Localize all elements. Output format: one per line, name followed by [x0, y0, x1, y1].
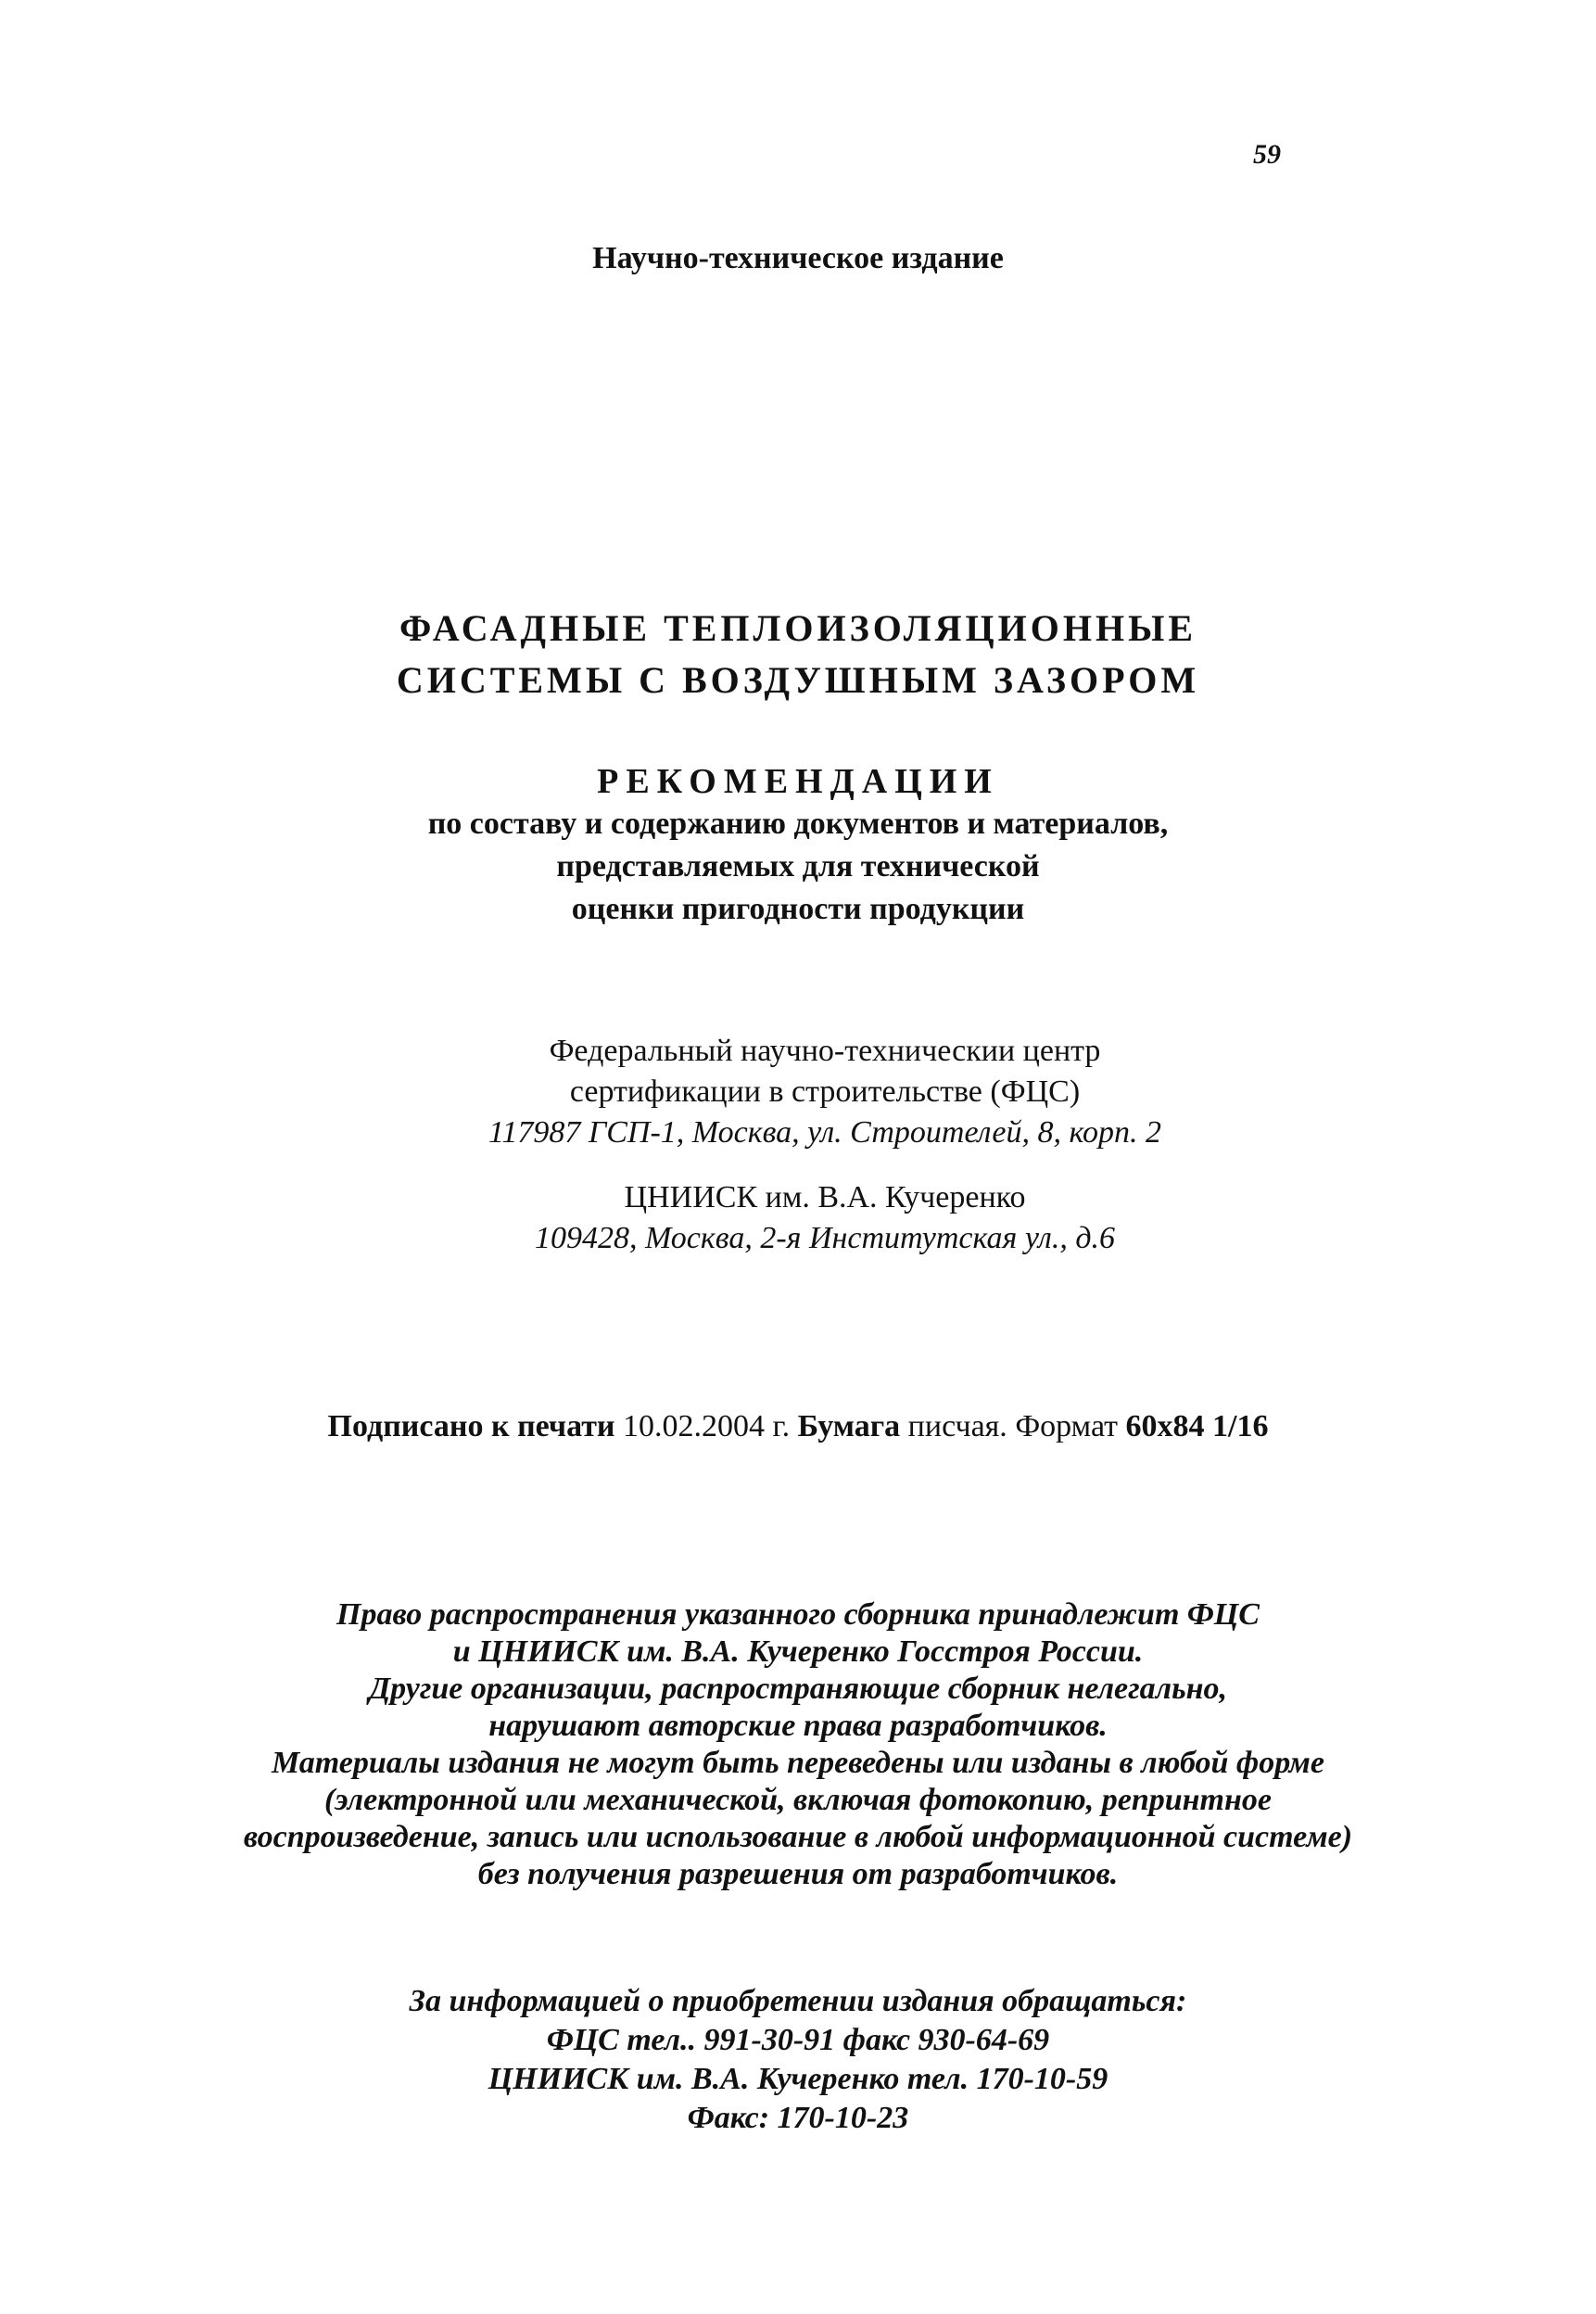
organization-tsniisk	[260, 1177, 1390, 1259]
contact-line: ФЦС тел.. 991-30-91 факс 930-64-69	[546, 2023, 1050, 2057]
org-address: 117987 ГСП-1, Москва, ул. Строителей, 8, корп. 2	[488, 1115, 1162, 1150]
signed-prefix: Подписано к печати	[327, 1409, 615, 1443]
copyright-line: Другие организации, распространяющие сборник нелегально,	[368, 1672, 1228, 1706]
copyright-line: Право распространения указанного сборника принадлежит ФЦС	[336, 1597, 1260, 1632]
title-line: ФАСАДНЫЕ ТЕПЛОИЗОЛЯЦИОННЫЕ	[399, 607, 1197, 649]
contact-line: За информацией о приобретении издания обращаться:	[409, 1984, 1187, 2018]
paper-label: Бумага	[797, 1409, 901, 1443]
print-info	[0, 1409, 1596, 1444]
edition-type: Научно-техническое издание	[592, 241, 1004, 275]
paper-value: писчая.	[907, 1409, 1007, 1443]
page-number: 59	[1253, 139, 1281, 170]
title-line: СИСТЕМЫ С ВОЗДУШНЫМ ЗАЗОРОМ	[396, 659, 1200, 701]
copyright-line: воспроизведение, запись или использование в любой информационной системе)	[243, 1820, 1353, 1854]
copyright-line: без получения разрешения от разработчиков.	[477, 1857, 1119, 1891]
copyright-line: и ЦНИИСК им. В.А. Кучеренко Госстроя России.	[452, 1634, 1144, 1669]
document-title	[0, 603, 1596, 706]
contact-line: Факс: 170-10-23	[687, 2101, 909, 2135]
format-value: 60х84 1/16	[1125, 1409, 1269, 1443]
org-name: ЦНИИСК им. В.А. Кучеренко	[624, 1180, 1026, 1214]
copyright-line: Материалы издания не могут быть переведены или изданы в любой форме	[272, 1746, 1324, 1780]
recommendations-line: оценки пригодности продукции	[571, 892, 1025, 926]
org-name: сертификации в строительстве (ФЦС)	[569, 1074, 1081, 1109]
org-name: Федеральный научно-техническии центр	[549, 1034, 1101, 1068]
recommendations-block	[0, 760, 1596, 931]
recommendations-line: представляемых для технической	[556, 849, 1040, 884]
copyright-notice	[0, 1596, 1596, 1893]
contact-info	[0, 1982, 1596, 2138]
contact-line: ЦНИИСК им. В.А. Кучеренко тел. 170-10-59	[488, 2062, 1108, 2096]
format-label: Формат	[1015, 1409, 1119, 1443]
organization-fcs	[260, 1031, 1390, 1153]
copyright-line: (электронной или механической, включая фотокопию, репринтное	[324, 1783, 1272, 1817]
signed-date: 10.02.2004 г.	[622, 1409, 791, 1443]
recommendations-line: по составу и содержанию документов и материалов,	[427, 807, 1169, 841]
copyright-line: нарушают авторские права разработчиков.	[488, 1709, 1108, 1743]
org-address: 109428, Москва, 2-я Институтская ул., д.6	[534, 1221, 1116, 1255]
recommendations-heading: РЕКОМЕНДАЦИИ	[597, 762, 999, 801]
